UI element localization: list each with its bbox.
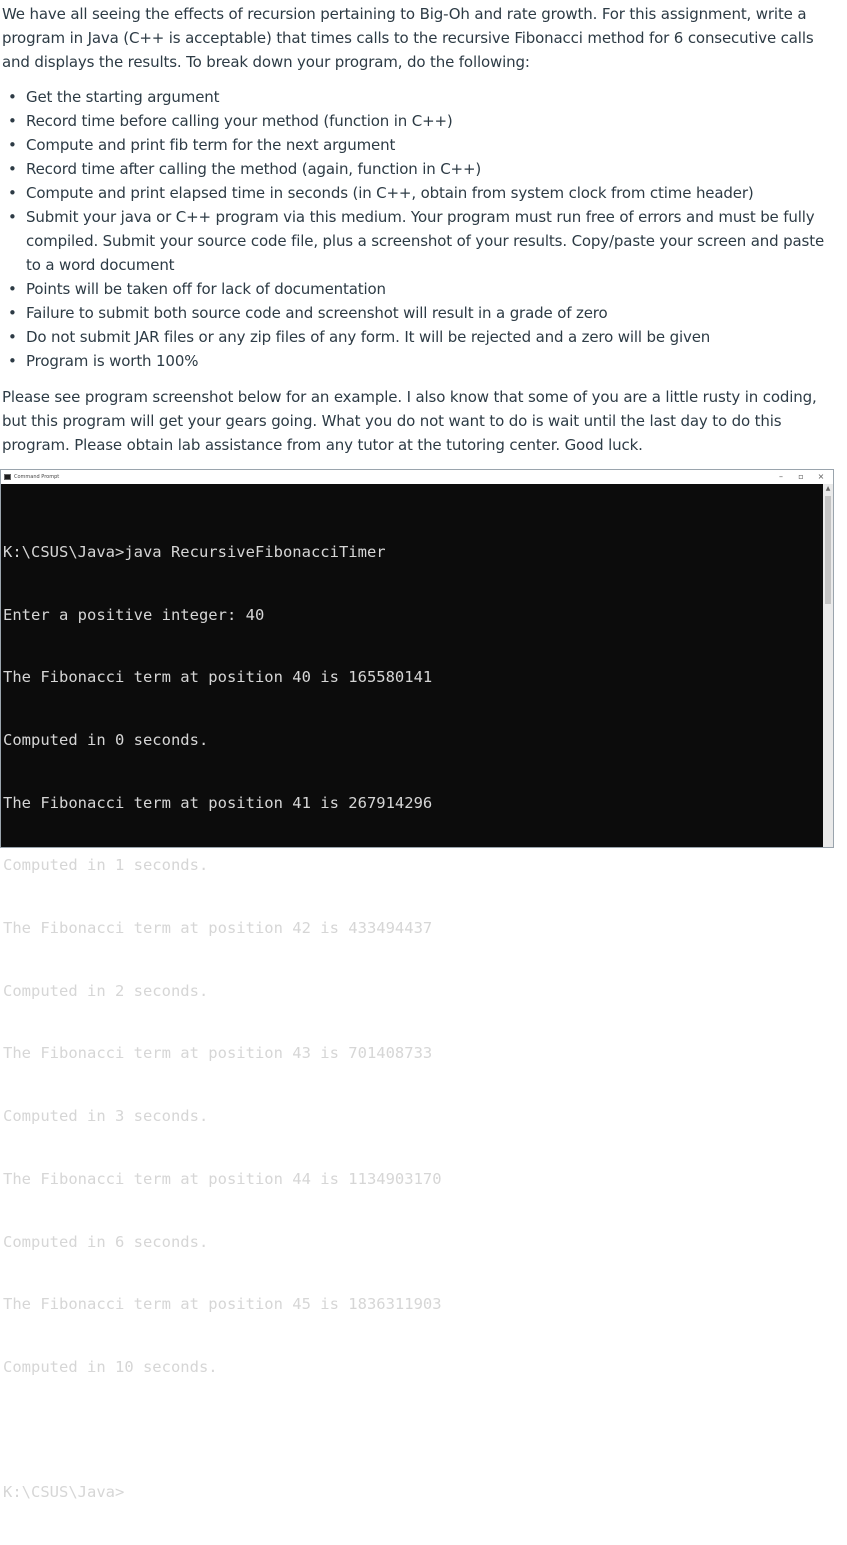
- bullet-icon: •: [8, 328, 17, 346]
- console-line: The Fibonacci term at position 45 is 1836311903: [3, 1295, 442, 1314]
- console-line: Computed in 0 seconds.: [3, 730, 209, 749]
- minimize-button[interactable]: –: [779, 472, 783, 481]
- bullet-icon: •: [8, 352, 17, 370]
- bullet-icon: •: [8, 88, 17, 106]
- console-line: The Fibonacci term at position 40 is 165580141: [3, 668, 433, 687]
- close-button[interactable]: ×: [817, 472, 825, 481]
- scrollbar-thumb[interactable]: [825, 496, 831, 604]
- console-prompt: K:\CSUS\Java>: [3, 1483, 125, 1502]
- intro-paragraph: We have all seeing the effects of recursion pertaining to Big-Oh and rate growth. For this assignment, write a program in Java (C++ is acceptable) that times calls to the recursive Fibonacci method for 6 consecutive calls and displays the results. To break down your program, do the following:: [2, 5, 814, 71]
- list-item: • Get the starting argument: [0, 85, 847, 109]
- console-line: The Fibonacci term at position 43 is 701408733: [3, 1044, 433, 1063]
- scroll-up-arrow-icon[interactable]: ▲: [825, 485, 831, 492]
- list-item: • Do not submit JAR files or any zip files of any form. It will be rejected and a zero will be given: [0, 325, 847, 349]
- window-titlebar[interactable]: [1, 470, 833, 484]
- console-line: Computed in 10 seconds.: [3, 1357, 218, 1376]
- list-item: • Compute and print fib term for the next argument: [0, 133, 847, 157]
- list-item: • Program is worth 100%: [0, 349, 847, 373]
- command-prompt-window: [0, 469, 834, 1502]
- console-line: Enter a positive integer: 40: [3, 605, 265, 624]
- console-line: Computed in 6 seconds.: [3, 1232, 209, 1251]
- maximize-button[interactable]: ▫: [798, 472, 804, 481]
- bullet-icon: •: [8, 136, 17, 154]
- window-controls: [771, 470, 831, 484]
- bullet-icon: •: [8, 184, 17, 202]
- console-output[interactable]: [1, 484, 823, 1502]
- console-line: Computed in 3 seconds.: [3, 1107, 209, 1126]
- list-item: • Submit your java or C++ program via this medium. Your program must run free of errors and must be fully compiled. Submit your source code file, plus a screenshot of your results. Copy/paste your screen and paste to a word document: [0, 205, 847, 277]
- list-item: • Record time after calling the method (again, function in C++): [0, 157, 847, 181]
- console-line: The Fibonacci term at position 41 is 267914296: [3, 793, 433, 812]
- bullet-icon: •: [8, 304, 17, 322]
- list-item: • Failure to submit both source code and screenshot will result in a grade of zero: [0, 301, 847, 325]
- console-line: K:\CSUS\Java>java RecursiveFibonacciTimer: [3, 542, 386, 561]
- window-title: Command Prompt: [14, 474, 60, 480]
- list-item: • Points will be taken off for lack of documentation: [0, 277, 847, 301]
- vertical-scrollbar[interactable]: [823, 484, 833, 847]
- bullet-icon: •: [8, 280, 17, 298]
- bullet-icon: •: [8, 160, 17, 178]
- list-item: • Compute and print elapsed time in seconds (in C++, obtain from system clock from ctime header): [0, 181, 847, 205]
- bullet-icon: •: [8, 112, 17, 130]
- closing-paragraph: Please see program screenshot below for an example. I also know that some of you are a little rusty in coding, but this program will get your gears going. What you do not want to do is wait until the last day to do this program. Please obtain lab assistance from any tutor at the tutoring center. Good luck.: [2, 388, 817, 454]
- console-line: Computed in 1 seconds.: [3, 856, 209, 875]
- blank-line: [3, 1420, 823, 1441]
- bullet-icon: •: [8, 208, 17, 226]
- command-prompt-icon: [4, 474, 11, 480]
- list-item: • Record time before calling your method (function in C++): [0, 109, 847, 133]
- console-line: Computed in 2 seconds.: [3, 981, 209, 1000]
- console-line: The Fibonacci term at position 44 is 1134903170: [3, 1169, 442, 1188]
- instructions-list: [0, 85, 847, 373]
- console-line: The Fibonacci term at position 42 is 433494437: [3, 919, 433, 938]
